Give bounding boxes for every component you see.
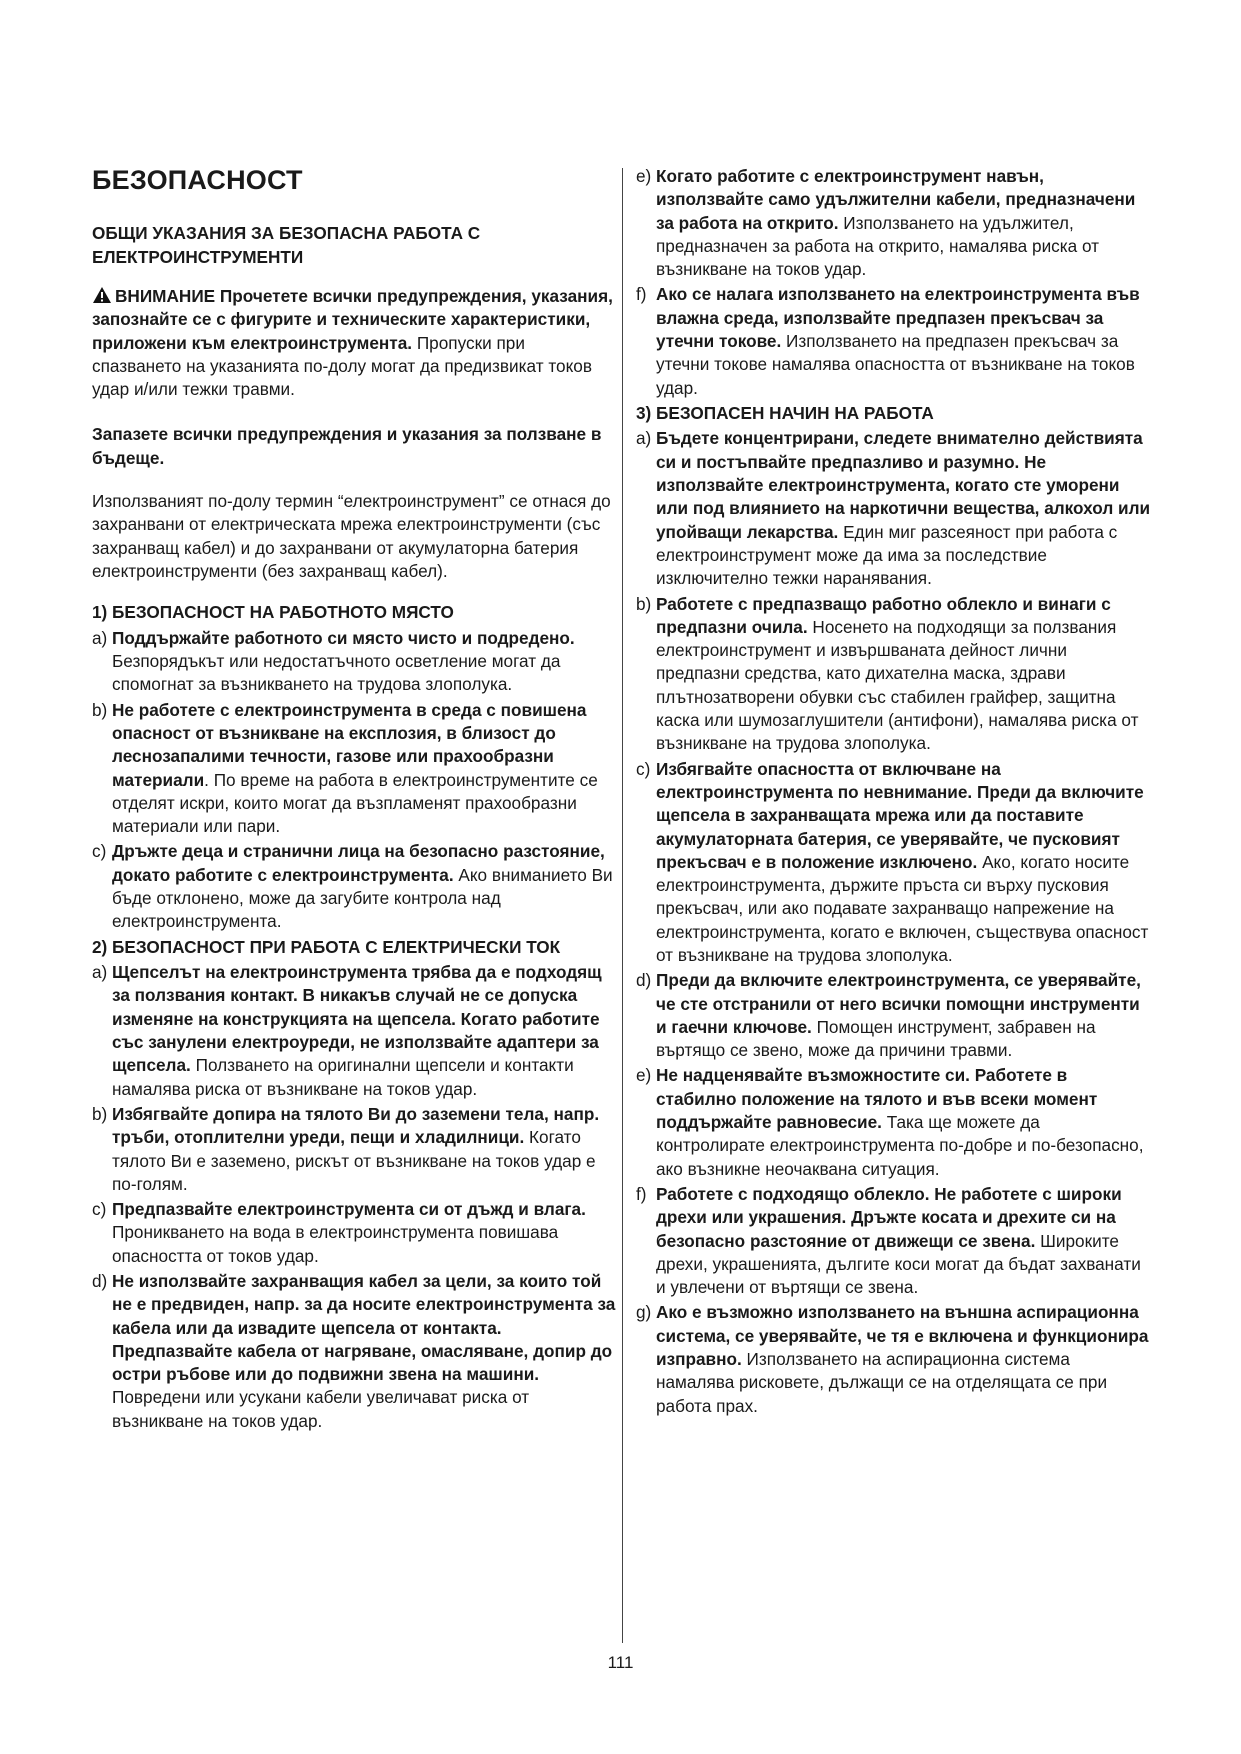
section-1-title: 1) БЕЗОПАСНОСТ НА РАБОТНОТО МЯСТО [92,602,454,623]
list-item: b) Не работете с електроинструмента в среда с повишена опасност от възникване на експлозия, в близост до леснозапалими течности, газове или прахообразни материали. По време на работа в електроинструментите се отделят искри, които могат да възпламенят прахообразни материали или пари. [92,699,598,837]
page-title: БЕЗОПАСНОСТ [92,165,303,195]
keep-instructions: Запазете всички предупреждения и указания за ползване в бъдеще. [92,424,602,468]
left-column [92,165,616,1435]
warning-label: ВНИМАНИЕ [115,286,216,306]
list-item: c) Избягвайте опасността от включване на електроинструмента по невнимание. Преди да включите щепсела в захранващата мрежа или да поставите акумулаторната батерия, се уверявайте, че пусковият прекъсвач е в положение изключено. Ако, когато носите електроинструмента, държите пръста си върху пусковия прекъсвач, или ако подавате захранващо напрежение на електроинструмента, когато е включен, съществува опасност от възникване на трудова злополука. [636,758,1149,965]
list-item: d) Не използвайте захранващия кабел за цели, за които той не е предвиден, напр. за да носите електроинструмента за кабела или да извадите щепсела от контакта. Предпазвайте кабела от нагряване, омасляване, допир до остри ръбове или до подвижни звена на машини. Повредени или усукани кабели увеличават риска от възникване на токов удар. [92,1270,616,1431]
list-item: g) Ако е възможно използването на външна аспирационна система, се уверявайте, че тя е включена и функционира изправно. Използването на аспирационна система намалява рисковете, дължащи се на отделящата се при работа прах. [636,1302,1149,1416]
warning-bold: Прочетете всички предупреждения, указания, запознайте се с фигурите и техническите характеристики, приложени към електроинструмента. [92,286,613,353]
warning-triangle-icon [92,286,112,304]
section-subtitle: ОБЩИ УКАЗАНИЯ ЗА БЕЗОПАСНА РАБОТА С ЕЛЕКТРОИНСТРУМЕНТИ [92,223,481,267]
column-divider [622,168,623,1643]
section-2-title: 2) БЕЗОПАСНОСТ ПРИ РАБОТА С ЕЛЕКТРИЧЕСКИ ТОК [92,936,561,957]
list-item: a) Щепселът на електроинструмента трябва да е подходящ за ползвания контакт. В никакъв случай не се допуска изменяне на конструкцията на щепсела. Когато работите със занулени електроуреди, не използвайте адаптери за щепсела. Ползването на оригинални щепсели и контакти намалява риска от възникване на токов удар. [92,962,602,1099]
list-item: a) Бъдете концентрирани, следете внимателно действията си и постъпвайте предпазливо и разумно. Не използвайте електроинструмента, когато сте уморени или под влиянието на наркотични вещества, алкохол или упойващи лекарства. Един миг разсеяност при работа с електроинструмент може да има за последствие изключително тежки наранявания. [636,428,1151,589]
page-number: 111 [607,1653,634,1672]
list-item: b) Избягвайте допира на тялото Ви до заземени тела, напр. тръби, отоплителни уреди, пещи и хладилници. Когато тялото Ви е заземено, рискът от възникване на токов удар е по-голям. [92,1103,600,1194]
warning-normal: Пропуски при спазването на указанията по-долу могат да предизвикат токов удар и/или тежки травми. [92,332,592,400]
list-item: e) Не надценявайте възможностите си. Работете в стабилно положение на тялото и във всеки момент поддържайте равновесие. Така ще можете да контролирате електроинструмента по-добре и по-безопасно, ако възникне неочаквана ситуация. [636,1065,1144,1179]
definition-paragraph: Използваният по-долу термин “електроинструмент” се отнася до захранвани от електрическата мрежа електроинструменти (със захранващ кабел) и до захранвани от акумулаторна батерия електроинструменти (без захранващ кабел). [92,491,611,581]
section-3-title: 3) БЕЗОПАСЕН НАЧИН НА РАБОТА [636,402,934,423]
list-item: f) Работете с подходящо облекло. Не работете с широки дрехи или украшения. Дръжте косата и дрехите си на безопасно разстояние от движещи се звена. Широките дрехи, украшенията, дългите коси могат да бъдат захванати и увлечени от въртящи се звена. [636,1183,1141,1298]
list-item: d) Преди да включите електроинструмента, се уверявайте, че сте отстранили от него всички помощни инструменти и гаечни ключове. Помощен инструмент, забравен на въртящо се звено, може да причини травми. [636,970,1141,1061]
list-item: f) Ако се налага използването на електроинструмента във влажна среда, използвайте предпазен прекъсвач за утечни токове. Използването на предпазен прекъсвач за утечни токове намалява опасността от възникване на токов удар. [636,284,1140,398]
list-item: c) Дръжте деца и странични лица на безопасно разстояние, докато работите с електроинструмента. Ако вниманието Ви бъде отклонено, може да загубите контрола над електроинструмента. [92,841,613,932]
list-item: c) Предпазвайте електроинструмента си от дъжд и влага. Проникването на вода в електроинструмента повишава опасността от токов удар. [92,1199,586,1266]
list-item: a) Поддържайте работното си място чисто и подредено. Безпорядъкът или недостатъчното осветление могат да спомогнат за възникването на трудова злополука. [92,627,575,695]
list-item: e) Когато работите с електроинструмент навън, използвайте само удължителни кабели, предназначени за работа на открито. Използването на удължител, предназначен за работа на открито, намалява риска от възникване на токов удар. [636,166,1136,280]
right-column [636,165,1152,1420]
warning-paragraph [92,285,616,401]
list-item: b) Работете с предпазващо работно облекло и винаги с предпазни очила. Носенето на подходящи за ползвания електроинструмент и извършваната дейност лични предпазни средства, като дихателна маска, здрави плътнозатворени обувки със стабилен грайфер, защитна каска или шумозаглушители (антифони), намалява риска от възникване на трудова злополука. [636,593,1139,754]
